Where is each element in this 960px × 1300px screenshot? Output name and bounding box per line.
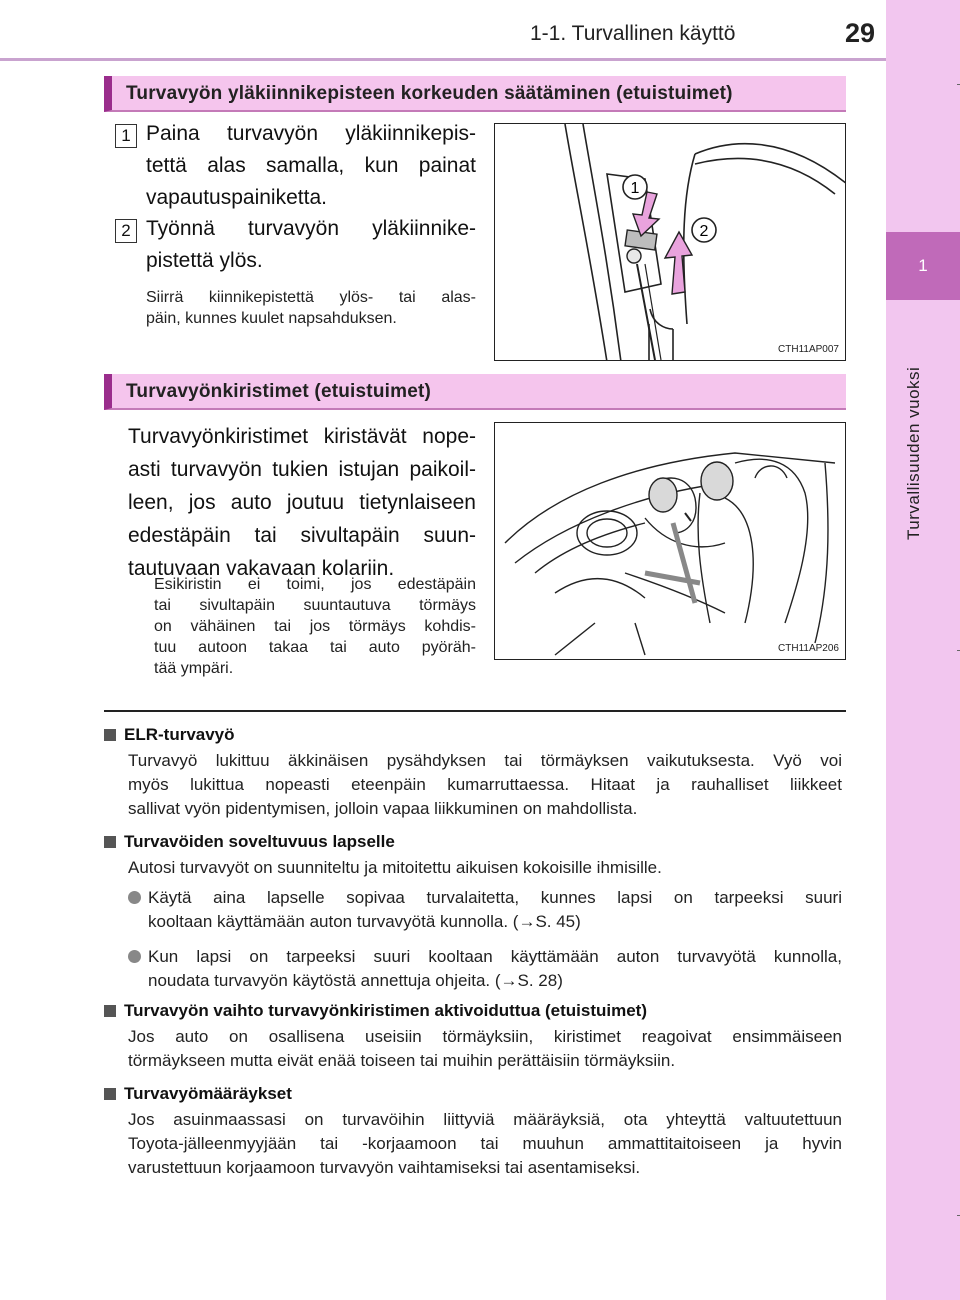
note-heading-regulations: Turvavyömääräykset xyxy=(104,1084,292,1104)
note-heading-replacement: Turvavyön vaihto turvavyönkiristimen aktivoiduttua (etuistuimet) xyxy=(104,1001,647,1021)
note-body-replacement: Jos auto on osallisena useisiin törmäyksiin, kiristimet reagoivat ensimmäiseen törmäykseen mutta eivät enää toiseen tai muihin perättäisiin törmäyksiin. xyxy=(128,1027,842,1070)
square-bullet-icon xyxy=(104,1005,116,1017)
section-header-pretensioners: Turvavyönkiristimet (etuistuimet) xyxy=(104,374,846,410)
step-note: Siirrä kiinnikepistettä ylös- tai alas- päin, kunnes kuulet napsahduksen. xyxy=(146,289,476,327)
callout-2: 2 xyxy=(699,223,709,240)
figure-pretensioner xyxy=(494,422,846,660)
header-rule xyxy=(0,58,886,61)
section-divider xyxy=(104,710,846,712)
car-interior-illustration xyxy=(495,423,846,660)
belt-anchor-illustration xyxy=(495,124,846,361)
chapter-tab-strip xyxy=(886,0,960,1300)
note-body-elr: Turvavyö lukittuu äkkinäisen pysähdyksen tai törmäyksen vaikutuksesta. Vyö voi myös lukittua nopeasti eteenpäin kumarruttaessa. Hitaat ja rauhalliset liikkeet sallivat vyön pidentymisen, jolloin vapaa liikkuminen on mahdollista. xyxy=(128,751,842,818)
chapter-number-tab[interactable]: 1 xyxy=(886,232,960,300)
step-1-text: Paina turvavyön yläkiinnikepis- tettä alas samalla, kun painat vapautuspainiketta. xyxy=(146,122,476,209)
step-2-text: Työnnä turvavyön yläkiinnike- pistettä ylös. xyxy=(146,217,476,272)
bullet-item: Kun lapsi on tarpeeksi suuri kooltaan käyttämään auton turvavyötä kunnolla, noudata turvavyön käytöstä annettuja ohjeita. (→S. 28) xyxy=(128,945,842,993)
section-header-belt-height: Turvavyön yläkiinnikepisteen korkeuden säätäminen (etuistuimet) xyxy=(104,76,846,112)
round-bullet-icon xyxy=(128,950,141,963)
figure-belt-anchor xyxy=(494,123,846,361)
step-number-2: 2 xyxy=(115,219,137,243)
note-heading-children: Turvavöiden soveltuvuus lapselle xyxy=(104,832,395,852)
note-body-children: Autosi turvavyöt on suunniteltu ja mitoitettu aikuisen kokoisille ihmisille. xyxy=(128,858,662,877)
square-bullet-icon xyxy=(104,836,116,848)
figure-code: CTH11AP206 xyxy=(778,643,839,654)
header-section-title: 1-1. Turvallinen käyttö xyxy=(530,22,736,45)
chapter-title: Turvallisuuden vuoksi xyxy=(904,366,923,540)
note-heading-elr: ELR-turvavyö xyxy=(104,725,235,745)
square-bullet-icon xyxy=(104,729,116,741)
figure-code: CTH11AP007 xyxy=(778,344,839,355)
page-number: 29 xyxy=(845,18,876,48)
round-bullet-icon xyxy=(128,891,141,904)
callout-1: 1 xyxy=(630,180,640,197)
square-bullet-icon xyxy=(104,1088,116,1100)
step-number-1: 1 xyxy=(115,124,137,148)
note-body-regulations: Jos asuinmaassasi on turvavöihin liittyviä määräyksiä, ota yhteyttä valtuutettuun Toyota-jälleenmyyjään tai -korjaamoon tai muuhun ammattitaitoiseen ja hyvin varustettuun korjaamoon turvavyön vaihtamiseksi tai asentamiseksi. xyxy=(128,1110,842,1177)
bullet-item: Käytä aina lapselle sopivaa turvalaitetta, kunnes lapsi on tarpeeksi suuri kooltaan käyttämään auton turvavyötä kunnolla. (→S. 45) xyxy=(128,886,842,934)
pretensioner-note: Esikiristin ei toimi, jos edestäpäin tai sivultapäin suuntautuva törmäys on vähäinen tai jos törmäys kohdis- tuu autoon takaa tai auto pyöräh- tää ympäri. xyxy=(154,576,476,677)
pretensioner-body: Turvavyönkiristimet kiristävät nope- asti turvavyön tukien istujan paikoil- leen, jos auto joutuu tietynlaiseen edestäpäin tai sivultapäin suun- tautuvaan vakavaan kolariin. xyxy=(128,425,476,580)
